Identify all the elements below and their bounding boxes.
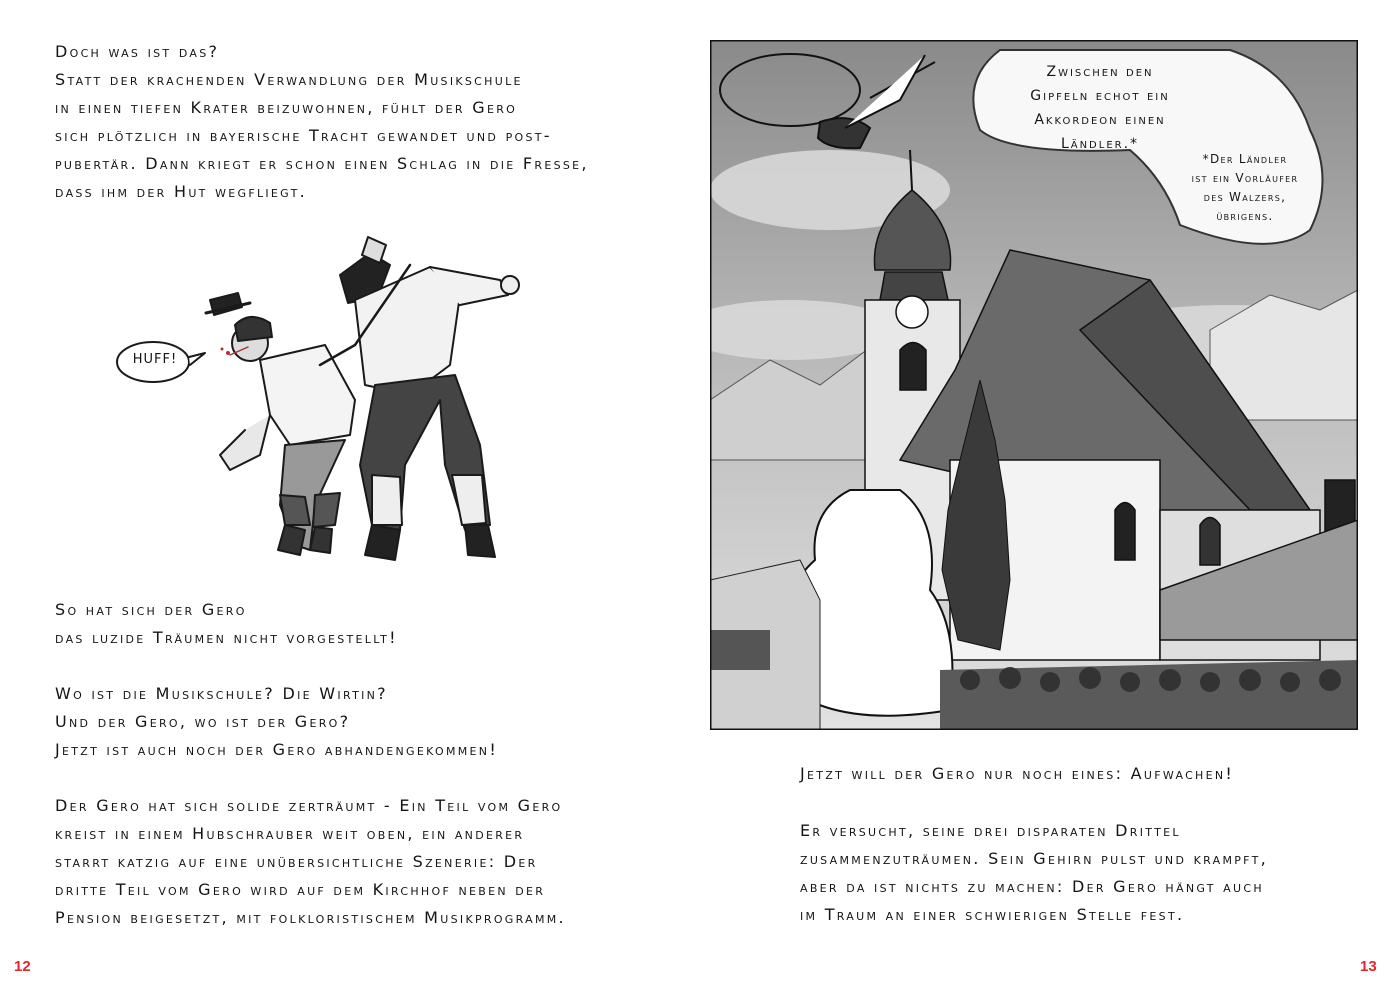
text-line: Wo ist die Musikschule? Die Wirtin? xyxy=(55,684,388,703)
text-line: Doch was ist das? xyxy=(55,42,220,61)
footnote-text xyxy=(1150,150,1340,226)
bubble-line: Gipfeln echot ein xyxy=(1030,88,1170,104)
text-line: kreist in einem Hubschrauber weit oben, ein anderer xyxy=(55,824,525,843)
intro-paragraph xyxy=(55,38,589,206)
panel-speech-text xyxy=(1000,60,1200,156)
footnote-line: ist ein Vorläufer xyxy=(1191,171,1299,185)
text-line: in einen tiefen Krater beizuwohnen, fühlt der Gero xyxy=(55,98,518,117)
text-line: pubertär. Dann kriegt er schon einen Schlag in die Fresse, xyxy=(55,154,589,173)
text-line: Jetzt will der Gero nur noch eines: Aufwachen! xyxy=(800,764,1235,783)
text-line: Und der Gero, wo ist der Gero? xyxy=(55,712,351,731)
text-line: So hat sich der Gero xyxy=(55,600,247,619)
text-line: im Traum an einer schwierigen Stelle fest. xyxy=(800,905,1185,924)
caption-paragraph xyxy=(800,760,1234,788)
footnote-line: *Der Ländler xyxy=(1202,152,1288,166)
bubble-line: Ländler.* xyxy=(1060,136,1140,152)
page-number: 13 xyxy=(1360,958,1377,975)
footnote-line: des Walzers, xyxy=(1203,190,1287,204)
text-line: sich plötzlich in bayerische Tracht gewandet und post- xyxy=(55,126,552,145)
huff-text: HUFF! xyxy=(132,352,178,367)
text-line: Pension beigesetzt, mit folkloristischem Musikprogramm. xyxy=(55,908,566,927)
closing-paragraph xyxy=(55,792,566,932)
middle-paragraph xyxy=(55,596,398,652)
text-line: aber da ist nichts zu machen: Der Gero hängt auch xyxy=(800,877,1264,896)
text-line: dritte Teil vom Gero wird auf dem Kirchhof neben der xyxy=(55,880,546,899)
text-line: das luzide Träumen nicht vorgestellt! xyxy=(55,628,398,647)
text-line: Er versucht, seine drei disparaten Drittel xyxy=(800,821,1181,840)
text-line: Jetzt ist auch noch der Gero abhandengekommen! xyxy=(55,740,499,759)
question-paragraph xyxy=(55,680,498,764)
text-line: zusammenzuträumen. Sein Gehirn pulst und krampft, xyxy=(800,849,1269,868)
bubble-line: Zwischen den xyxy=(1046,64,1154,80)
text-line: starrt katzig auf eine unübersichtliche Szenerie: Der xyxy=(55,852,538,871)
text-line: Statt der krachenden Verwandlung der Musikschule xyxy=(55,70,523,89)
bubble-line: Akkordeon einen xyxy=(1034,112,1166,128)
footnote-line: übrigens. xyxy=(1216,209,1274,223)
page-number: 12 xyxy=(14,958,31,975)
right-closing-paragraph xyxy=(800,817,1268,929)
text-line: Der Gero hat sich solide zerträumt - Ein Teil vom Gero xyxy=(55,796,563,815)
punch-illustration xyxy=(110,225,570,595)
text-line: dass ihm der Hut wegfliegt. xyxy=(55,182,308,201)
